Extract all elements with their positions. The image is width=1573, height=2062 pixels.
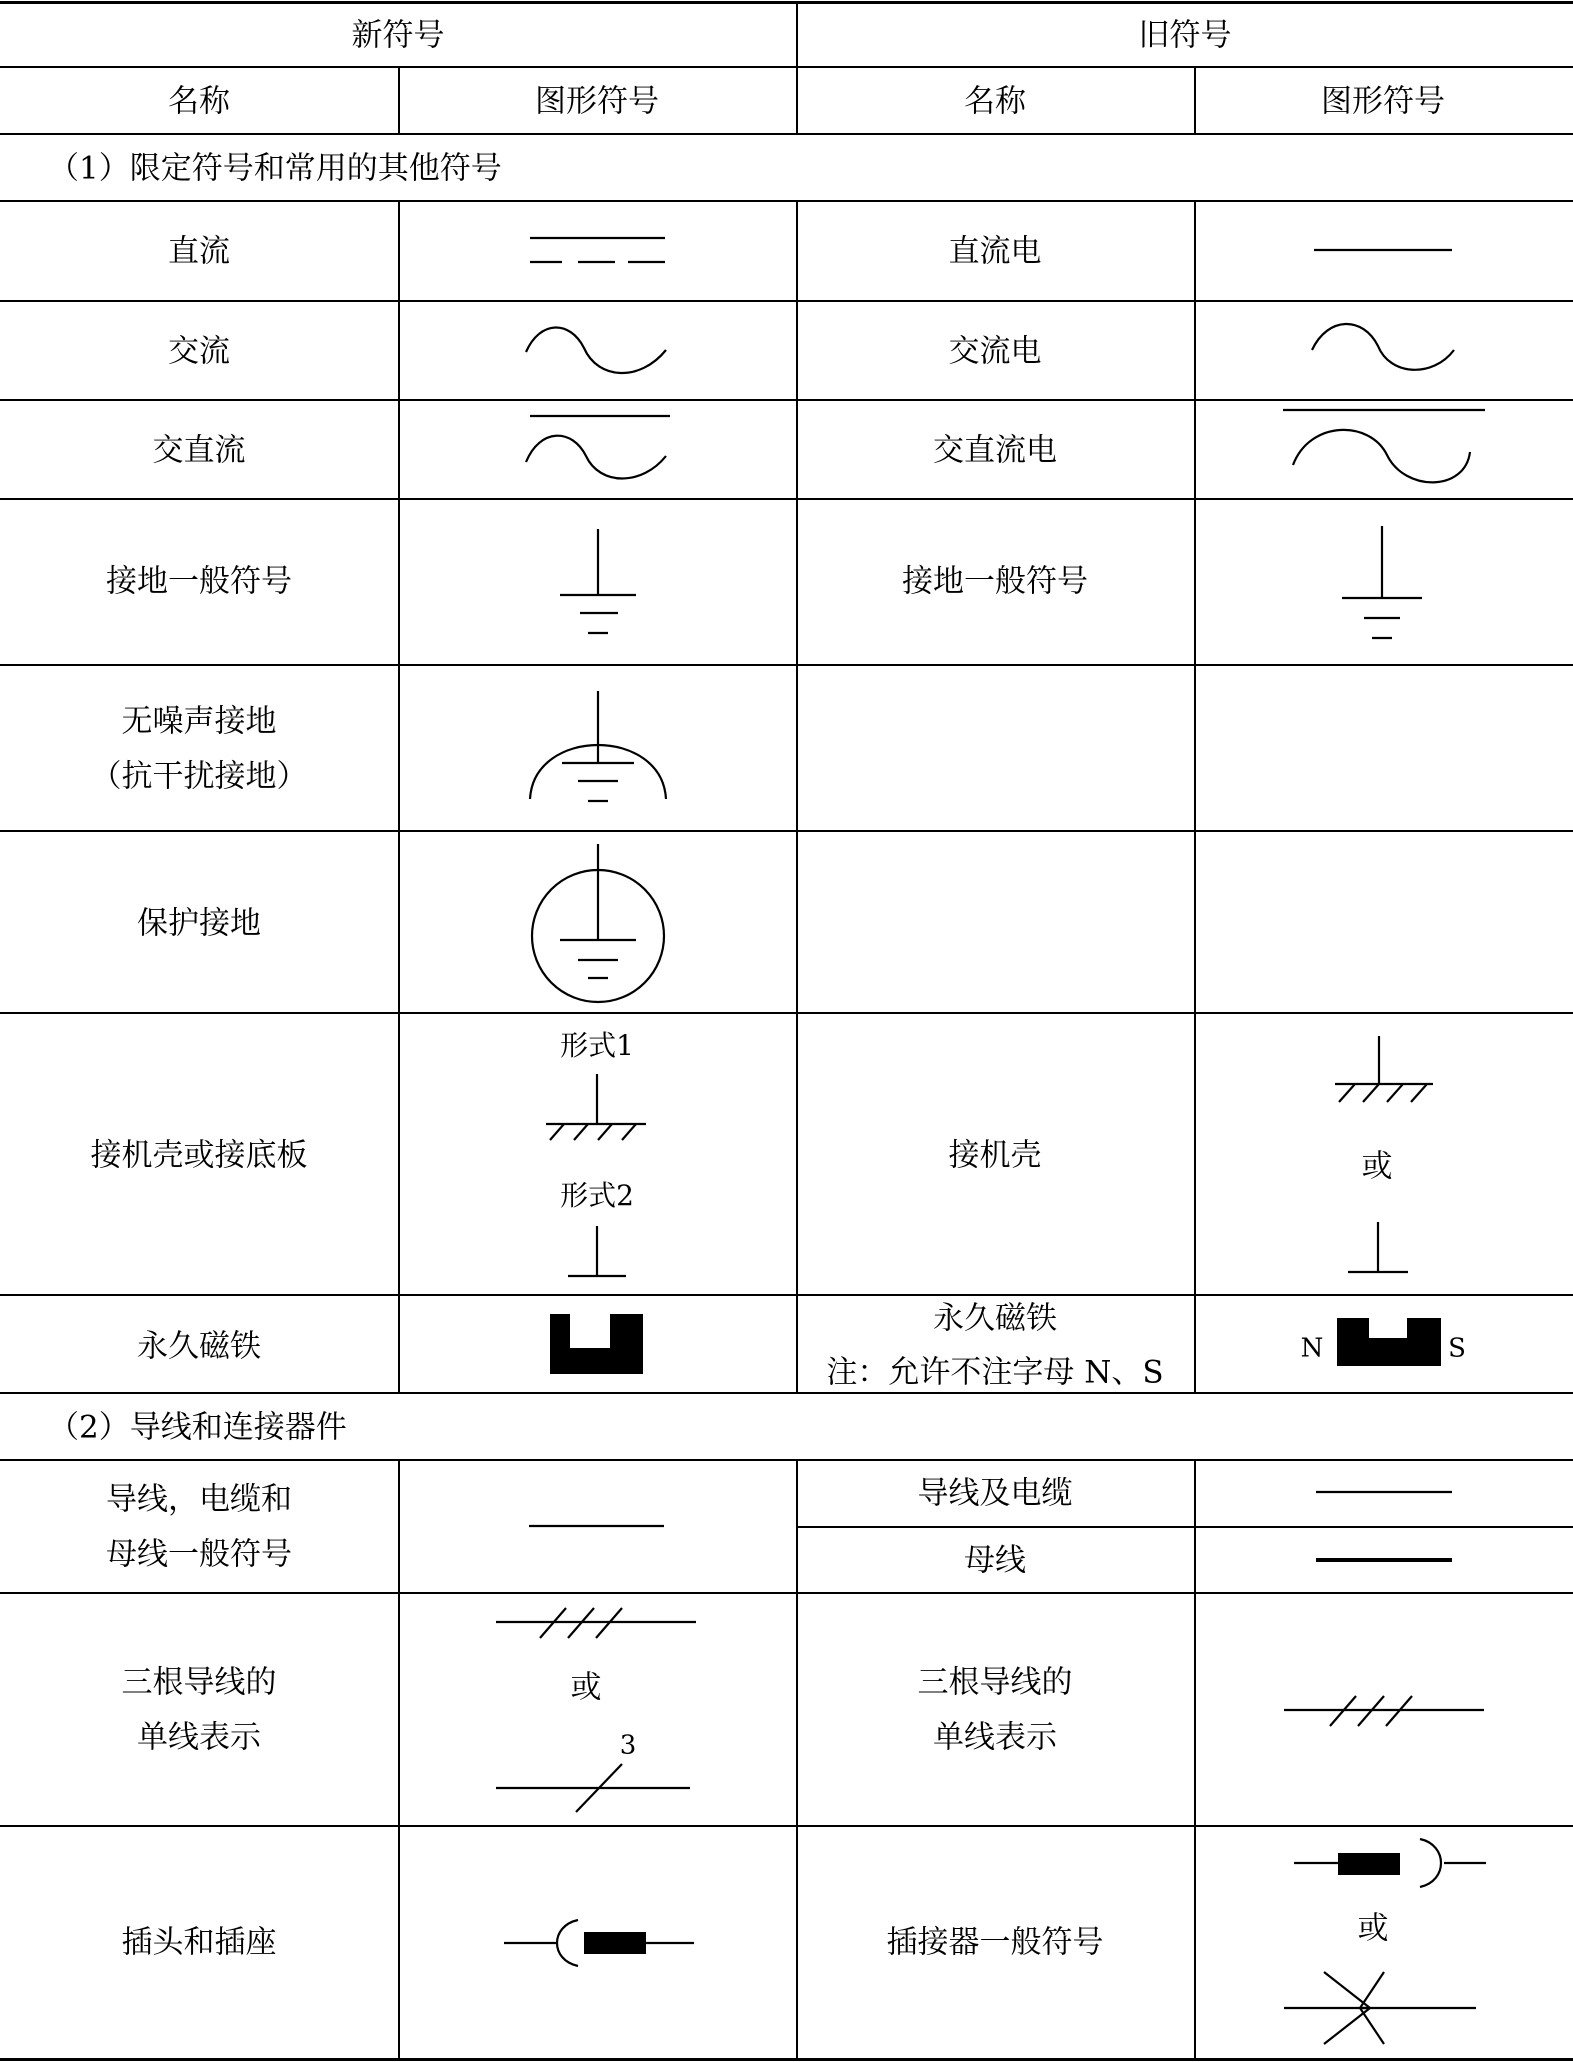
busbar-old-symbol-icon — [1310, 1550, 1460, 1570]
table-rule — [0, 1294, 1573, 1296]
protective-ground-symbol-icon — [520, 838, 680, 1004]
pole-s-label: S — [1448, 1333, 1466, 1364]
plug-socket-symbol-icon — [500, 1916, 700, 1972]
column-header-symbol: 图形符号 — [535, 83, 659, 120]
section-title: （1）限定符号和常用的其他符号 — [48, 150, 502, 187]
table-rule — [0, 66, 1573, 68]
new-name-cell-line1: 三根导线的 — [121, 1664, 277, 1701]
column-header-symbol: 图形符号 — [1321, 83, 1445, 120]
conductor-count-label: 3 — [619, 1730, 637, 1761]
form-1-label: 形式1 — [560, 1029, 634, 1063]
ac-dc-symbol-icon — [520, 410, 680, 490]
new-name-cell-line2: 母线一般符号 — [106, 1536, 292, 1573]
old-note-cell: 注：允许不注字母 N、S — [826, 1354, 1164, 1391]
three-conductor-symbol-icon — [490, 1602, 710, 1646]
table-rule — [0, 200, 1573, 202]
chassis-form2-icon — [560, 1222, 640, 1282]
table-rule — [1194, 66, 1196, 133]
old-name-cell: 导线及电缆 — [917, 1475, 1073, 1512]
table-rule — [398, 200, 400, 1393]
table-rule — [0, 1012, 1573, 1014]
old-name-cell: 接机壳 — [948, 1137, 1042, 1174]
conductor-old-symbol-icon — [1310, 1482, 1460, 1502]
new-name-cell-line2: （抗干扰接地） — [90, 758, 308, 795]
ac-dc-old-symbol-icon — [1275, 400, 1495, 500]
form-2-label: 形式2 — [560, 1179, 634, 1213]
three-conductor-old-symbol-icon — [1280, 1690, 1490, 1734]
new-name-cell-line2: 单线表示 — [137, 1719, 261, 1756]
table-rule — [0, 2058, 1573, 2061]
old-name-cell: 直流电 — [948, 233, 1042, 270]
table-rule — [0, 664, 1573, 666]
new-name-cell: 保护接地 — [137, 905, 261, 942]
new-name-cell: 交流 — [168, 333, 230, 370]
new-name-cell: 直流 — [168, 233, 230, 270]
table-rule — [0, 300, 1573, 302]
old-name-cell: 交流电 — [948, 333, 1042, 370]
table-rule — [0, 1459, 1573, 1461]
old-name-cell: 母线 — [964, 1542, 1026, 1579]
table-rule — [0, 1592, 1573, 1594]
table-rule — [1194, 200, 1196, 1393]
chassis-old-symbol-icon — [1325, 1032, 1445, 1107]
magnet-symbol-icon — [550, 1314, 645, 1376]
ground-symbol-icon — [550, 525, 650, 645]
three-conductor-count-icon — [490, 1754, 700, 1814]
table-rule — [0, 830, 1573, 832]
header-new-symbols: 新符号 — [351, 17, 445, 54]
new-name-cell: 插头和插座 — [121, 1924, 277, 1961]
new-name-cell: 永久磁铁 — [137, 1328, 261, 1365]
new-name-cell: 交直流 — [152, 432, 246, 469]
column-header-name: 名称 — [168, 83, 230, 120]
dc-old-symbol-icon — [1310, 240, 1460, 260]
table-rule — [796, 1459, 798, 2060]
old-name-cell: 插接器一般符号 — [886, 1924, 1104, 1961]
new-name-cell-line1: 导线，电缆和 — [106, 1481, 292, 1518]
new-name-cell: 接地一般符号 — [106, 563, 292, 600]
table-rule — [398, 66, 400, 133]
table-rule — [797, 1526, 1573, 1528]
table-rule — [0, 1, 1573, 4]
chassis-old-symbol-alt-icon — [1340, 1218, 1420, 1278]
pole-n-label: N — [1300, 1333, 1324, 1364]
table-rule — [1194, 1459, 1196, 2060]
dc-symbol-icon — [520, 230, 680, 270]
old-name-cell: 接地一般符号 — [902, 563, 1088, 600]
chassis-form1-icon — [540, 1070, 660, 1145]
table-rule — [0, 1825, 1573, 1827]
old-name-cell: 永久磁铁 — [933, 1300, 1057, 1337]
magnet-old-symbol-icon — [1337, 1318, 1443, 1368]
connector-old-symbol-alt-icon — [1280, 1966, 1480, 2050]
ac-symbol-icon — [520, 310, 680, 390]
section-title: （2）导线和连接器件 — [48, 1409, 347, 1446]
or-label: 或 — [570, 1669, 602, 1706]
table-rule — [0, 133, 1573, 135]
column-header-name: 名称 — [964, 83, 1026, 120]
old-name-cell: 交直流电 — [933, 432, 1057, 469]
noiseless-ground-symbol-icon — [520, 685, 680, 805]
table-rule — [796, 200, 798, 1393]
or-label: 或 — [1357, 1910, 1389, 1947]
old-name-cell-line2: 单线表示 — [933, 1719, 1057, 1756]
conductor-symbol-icon — [525, 1516, 670, 1536]
table-rule — [796, 2, 798, 133]
header-old-symbols: 旧符号 — [1138, 17, 1232, 54]
old-name-cell-line1: 三根导线的 — [917, 1664, 1073, 1701]
table-rule — [0, 1392, 1573, 1394]
new-name-cell-line1: 无噪声接地 — [121, 703, 277, 740]
or-label: 或 — [1361, 1148, 1393, 1185]
new-name-cell: 接机壳或接底板 — [90, 1137, 308, 1174]
table-rule — [398, 1459, 400, 2060]
ac-old-symbol-icon — [1308, 310, 1468, 390]
ground-old-symbol-icon — [1332, 522, 1432, 647]
connector-old-symbol-icon — [1290, 1835, 1490, 1891]
